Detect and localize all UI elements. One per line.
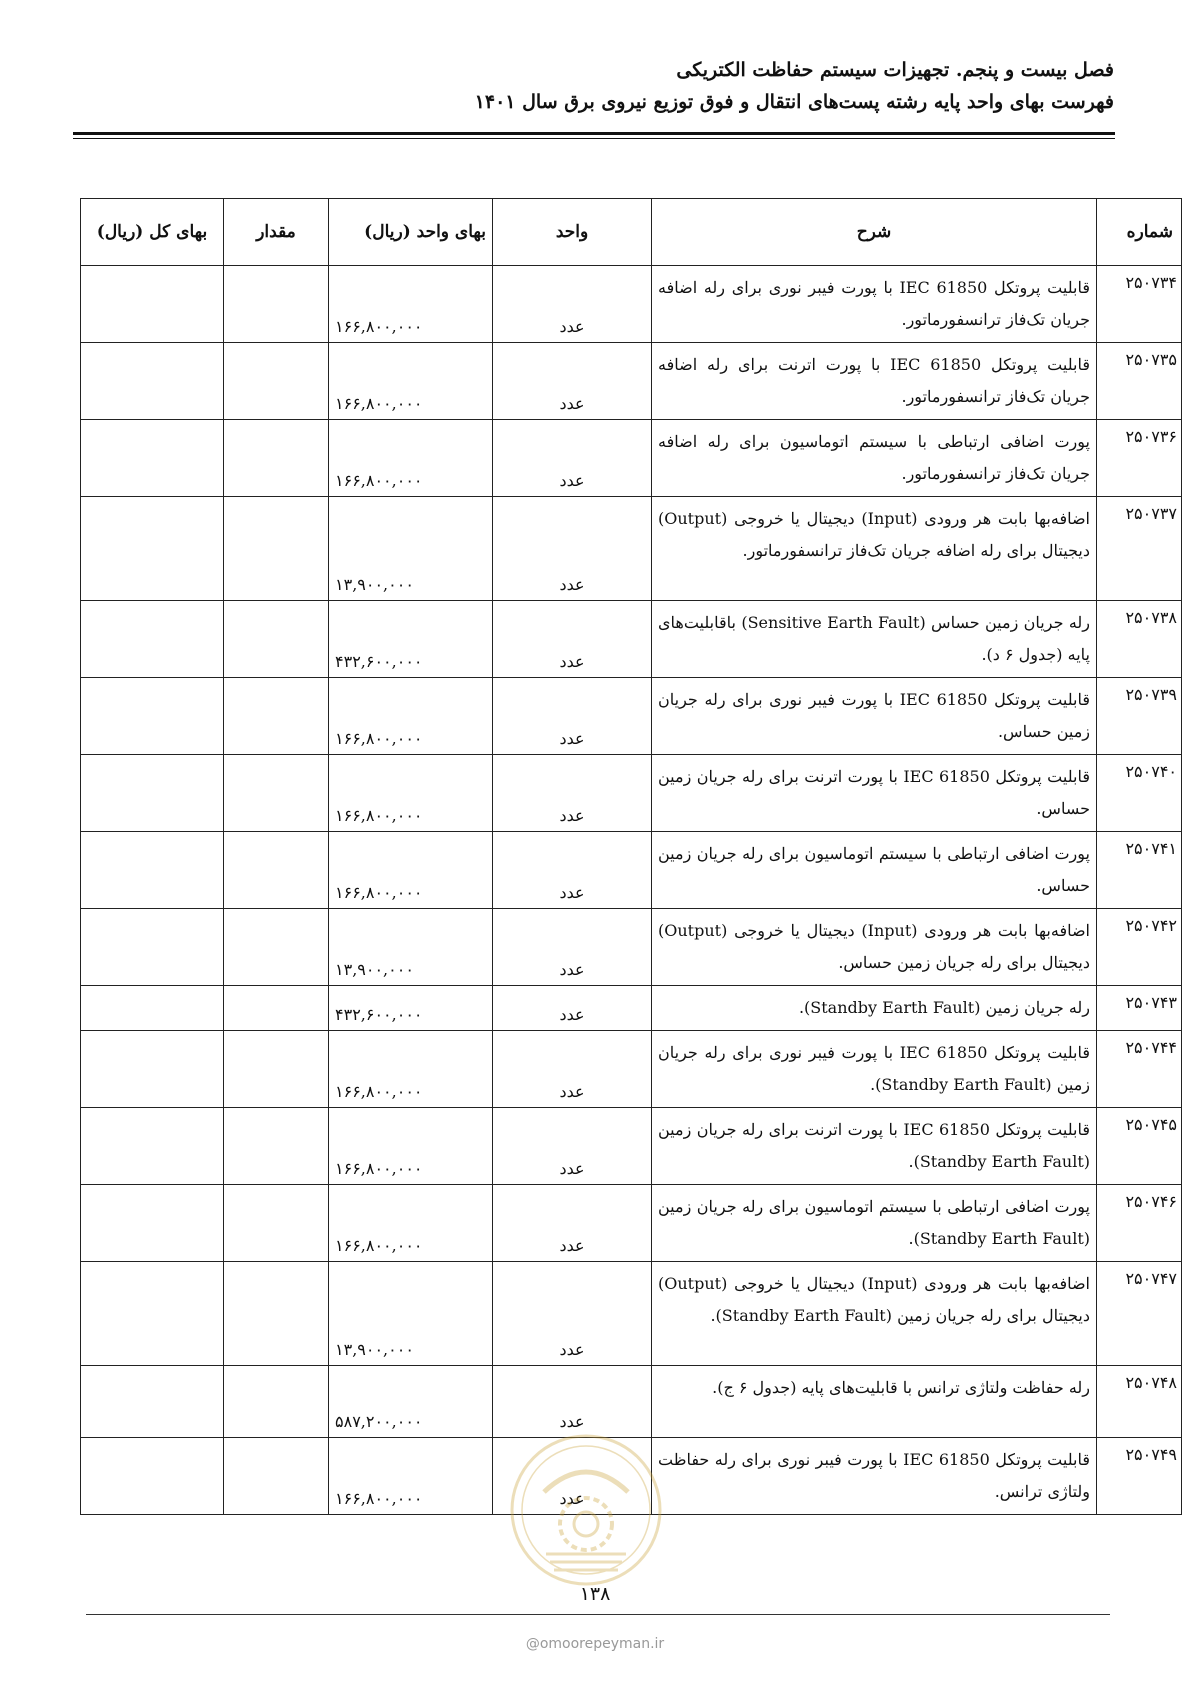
row-number: ۲۵۰۷۴۱ bbox=[1097, 832, 1182, 909]
col-header-quantity: مقدار bbox=[224, 199, 329, 266]
row-number: ۲۵۰۷۴۶ bbox=[1097, 1185, 1182, 1262]
footer-rule bbox=[86, 1614, 1110, 1615]
row-number: ۲۵۰۷۳۴ bbox=[1097, 266, 1182, 343]
table-row bbox=[81, 1366, 1182, 1438]
row-unit: عدد bbox=[493, 1031, 652, 1108]
table-row bbox=[81, 909, 1182, 986]
row-description: رله حفاظت ولتاژی ترانس با قابلیت‌های پایه (جدول ۶ ج). bbox=[652, 1366, 1097, 1438]
row-quantity bbox=[224, 601, 329, 678]
site-watermark: @omoorepeyman.ir bbox=[525, 1636, 665, 1652]
row-quantity bbox=[224, 420, 329, 497]
row-quantity bbox=[224, 986, 329, 1031]
col-header-total: بهای کل (ریال) bbox=[81, 199, 224, 266]
row-number: ۲۵۰۷۳۵ bbox=[1097, 343, 1182, 420]
row-unit-price: ۱۶۶,۸۰۰,۰۰۰ bbox=[329, 266, 493, 343]
row-description: قابلیت پروتکل IEC 61850 با پورت اترنت برای رله جریان زمین (Standby Earth Fault). bbox=[652, 1108, 1097, 1185]
table-row bbox=[81, 755, 1182, 832]
document-subtitle: فهرست بهای واحد پایه رشته پست‌های انتقال و فوق توزیع نیروی برق سال ۱۴۰۱ bbox=[474, 91, 1114, 113]
row-unit-price: ۱۶۶,۸۰۰,۰۰۰ bbox=[329, 343, 493, 420]
row-total bbox=[81, 497, 224, 601]
row-unit: عدد bbox=[493, 755, 652, 832]
row-description: رله جریان زمین حساس (Sensitive Earth Fault) باقابلیت‌های پایه (جدول ۶ د). bbox=[652, 601, 1097, 678]
table-row bbox=[81, 343, 1182, 420]
row-unit: عدد bbox=[493, 1366, 652, 1438]
row-total bbox=[81, 755, 224, 832]
row-quantity bbox=[224, 1108, 329, 1185]
row-unit: عدد bbox=[493, 1108, 652, 1185]
row-unit-price: ۱۶۶,۸۰۰,۰۰۰ bbox=[329, 755, 493, 832]
row-description: قابلیت پروتکل IEC 61850 با پورت فیبر نوری برای رله جریان زمین حساس. bbox=[652, 678, 1097, 755]
row-number: ۲۵۰۷۴۲ bbox=[1097, 909, 1182, 986]
row-unit: عدد bbox=[493, 1262, 652, 1366]
table-row bbox=[81, 832, 1182, 909]
row-unit-price: ۴۳۲,۶۰۰,۰۰۰ bbox=[329, 601, 493, 678]
row-unit: عدد bbox=[493, 420, 652, 497]
row-unit: عدد bbox=[493, 601, 652, 678]
row-unit: عدد bbox=[493, 497, 652, 601]
table-row bbox=[81, 1262, 1182, 1366]
row-quantity bbox=[224, 1366, 329, 1438]
row-unit-price: ۱۳,۹۰۰,۰۰۰ bbox=[329, 497, 493, 601]
row-quantity bbox=[224, 343, 329, 420]
table-row bbox=[81, 986, 1182, 1031]
row-unit-price: ۵۸۷,۲۰۰,۰۰۰ bbox=[329, 1366, 493, 1438]
row-unit-price: ۱۶۶,۸۰۰,۰۰۰ bbox=[329, 1031, 493, 1108]
row-unit-price: ۱۶۶,۸۰۰,۰۰۰ bbox=[329, 832, 493, 909]
row-unit: عدد bbox=[493, 909, 652, 986]
page-header bbox=[76, 54, 1114, 118]
row-unit-price: ۱۶۶,۸۰۰,۰۰۰ bbox=[329, 420, 493, 497]
row-quantity bbox=[224, 832, 329, 909]
table-row bbox=[81, 1185, 1182, 1262]
row-description: پورت اضافی ارتباطی با سیستم اتوماسیون برای رله اضافه جریان تک‌فاز ترانسفورماتور. bbox=[652, 420, 1097, 497]
row-number: ۲۵۰۷۴۰ bbox=[1097, 755, 1182, 832]
col-header-number: شماره bbox=[1097, 199, 1182, 266]
table-row bbox=[81, 266, 1182, 343]
row-total bbox=[81, 986, 224, 1031]
table-row bbox=[81, 420, 1182, 497]
row-description: قابلیت پروتکل IEC 61850 با پورت اترنت برای رله جریان زمین حساس. bbox=[652, 755, 1097, 832]
col-header-unit: واحد bbox=[493, 199, 652, 266]
table-body bbox=[81, 266, 1182, 1515]
row-total bbox=[81, 909, 224, 986]
table-row bbox=[81, 1438, 1182, 1515]
page-number: ۱۳۸ bbox=[579, 1583, 611, 1605]
row-unit-price: ۱۶۶,۸۰۰,۰۰۰ bbox=[329, 1108, 493, 1185]
row-total bbox=[81, 1438, 224, 1515]
row-total bbox=[81, 1185, 224, 1262]
row-unit-price: ۴۳۲,۶۰۰,۰۰۰ bbox=[329, 986, 493, 1031]
row-number: ۲۵۰۷۳۶ bbox=[1097, 420, 1182, 497]
row-total bbox=[81, 420, 224, 497]
row-description: قابلیت پروتکل IEC 61850 با پورت فیبر نوری برای رله حفاظت ولتاژی ترانس. bbox=[652, 1438, 1097, 1515]
row-description: اضافه‌بها بابت هر ورودی (Input) دیجیتال یا خروجی (Output) دیجیتال برای رله جریان زمین (Standby Earth Fault). bbox=[652, 1262, 1097, 1366]
row-number: ۲۵۰۷۴۵ bbox=[1097, 1108, 1182, 1185]
row-description: اضافه‌بها بابت هر ورودی (Input) دیجیتال یا خروجی (Output) دیجیتال برای رله اضافه جریان تک‌فاز ترانسفورماتور. bbox=[652, 497, 1097, 601]
row-quantity bbox=[224, 266, 329, 343]
row-description: قابلیت پروتکل IEC 61850 با پورت اترنت برای رله اضافه جریان تک‌فاز ترانسفورماتور. bbox=[652, 343, 1097, 420]
row-unit: عدد bbox=[493, 832, 652, 909]
table-row bbox=[81, 678, 1182, 755]
row-total bbox=[81, 1366, 224, 1438]
table-header-row bbox=[81, 199, 1182, 266]
row-description: رله جریان زمین (Standby Earth Fault). bbox=[652, 986, 1097, 1031]
row-number: ۲۵۰۷۴۹ bbox=[1097, 1438, 1182, 1515]
row-total bbox=[81, 343, 224, 420]
row-unit: عدد bbox=[493, 678, 652, 755]
row-quantity bbox=[224, 497, 329, 601]
table-row bbox=[81, 1031, 1182, 1108]
row-number: ۲۵۰۷۴۷ bbox=[1097, 1262, 1182, 1366]
row-quantity bbox=[224, 1438, 329, 1515]
row-description: پورت اضافی ارتباطی با سیستم اتوماسیون برای رله جریان زمین حساس. bbox=[652, 832, 1097, 909]
row-unit-price: ۱۶۶,۸۰۰,۰۰۰ bbox=[329, 1185, 493, 1262]
row-unit: عدد bbox=[493, 343, 652, 420]
row-number: ۲۵۰۷۳۸ bbox=[1097, 601, 1182, 678]
row-quantity bbox=[224, 678, 329, 755]
row-number: ۲۵۰۷۴۴ bbox=[1097, 1031, 1182, 1108]
row-unit: عدد bbox=[493, 986, 652, 1031]
row-total bbox=[81, 266, 224, 343]
row-unit: عدد bbox=[493, 1185, 652, 1262]
row-unit-price: ۱۳,۹۰۰,۰۰۰ bbox=[329, 909, 493, 986]
price-table bbox=[80, 198, 1182, 1515]
col-header-description: شرح bbox=[652, 199, 1097, 266]
row-number: ۲۵۰۷۳۷ bbox=[1097, 497, 1182, 601]
row-total bbox=[81, 1262, 224, 1366]
row-unit-price: ۱۶۶,۸۰۰,۰۰۰ bbox=[329, 1438, 493, 1515]
table-row bbox=[81, 497, 1182, 601]
row-total bbox=[81, 1031, 224, 1108]
row-unit: عدد bbox=[493, 266, 652, 343]
row-quantity bbox=[224, 909, 329, 986]
row-quantity bbox=[224, 1185, 329, 1262]
table-row bbox=[81, 1108, 1182, 1185]
row-description: قابلیت پروتکل IEC 61850 با پورت فیبر نوری برای رله اضافه جریان تک‌فاز ترانسفورماتور. bbox=[652, 266, 1097, 343]
row-description: قابلیت پروتکل IEC 61850 با پورت فیبر نوری برای رله جریان زمین (Standby Earth Fault). bbox=[652, 1031, 1097, 1108]
table-row bbox=[81, 601, 1182, 678]
row-total bbox=[81, 832, 224, 909]
col-header-unit-price: بهای واحد (ریال) bbox=[329, 199, 493, 266]
header-rule-thick bbox=[73, 132, 1115, 135]
row-unit-price: ۱۶۶,۸۰۰,۰۰۰ bbox=[329, 678, 493, 755]
row-total bbox=[81, 601, 224, 678]
row-number: ۲۵۰۷۴۳ bbox=[1097, 986, 1182, 1031]
header-rule-thin bbox=[73, 138, 1115, 139]
row-total bbox=[81, 1108, 224, 1185]
row-quantity bbox=[224, 1262, 329, 1366]
row-quantity bbox=[224, 1031, 329, 1108]
row-unit: عدد bbox=[493, 1438, 652, 1515]
row-description: اضافه‌بها بابت هر ورودی (Input) دیجیتال یا خروجی (Output) دیجیتال برای رله جریان زمین حساس. bbox=[652, 909, 1097, 986]
row-unit-price: ۱۳,۹۰۰,۰۰۰ bbox=[329, 1262, 493, 1366]
chapter-title: فصل بیست و پنجم. تجهیزات سیستم حفاظت الکتریکی bbox=[676, 59, 1114, 81]
row-number: ۲۵۰۷۴۸ bbox=[1097, 1366, 1182, 1438]
row-number: ۲۵۰۷۳۹ bbox=[1097, 678, 1182, 755]
row-total bbox=[81, 678, 224, 755]
row-description: پورت اضافی ارتباطی با سیستم اتوماسیون برای رله جریان زمین (Standby Earth Fault). bbox=[652, 1185, 1097, 1262]
row-quantity bbox=[224, 755, 329, 832]
